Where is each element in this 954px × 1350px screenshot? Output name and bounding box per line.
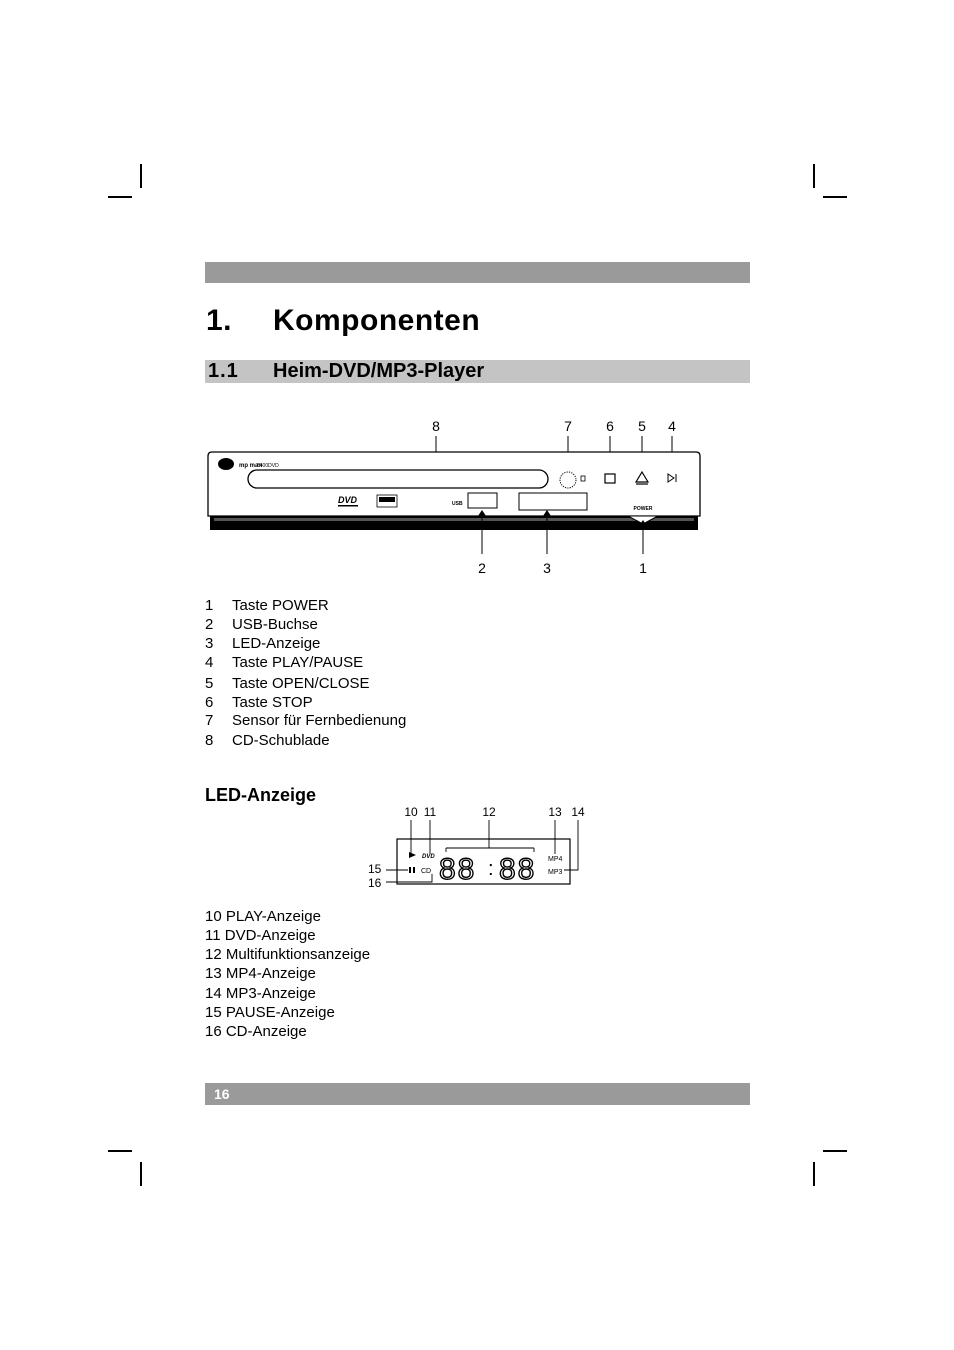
led-frame [397, 839, 570, 884]
crop-mark [140, 1162, 142, 1186]
brand-logo-icon [218, 458, 234, 470]
callout-1: 1 [639, 560, 647, 576]
list-item: 14 MP3-Anzeige [205, 985, 316, 1002]
callout-12: 12 [482, 805, 496, 819]
callout-7: 7 [564, 418, 572, 434]
callout-5: 5 [638, 418, 646, 434]
callout-11: 11 [423, 805, 437, 819]
digits-left: 88 [439, 853, 477, 886]
crop-mark [813, 164, 815, 188]
model-name: 5400DVD [257, 463, 279, 469]
header-bar [205, 262, 750, 283]
crop-mark [823, 1150, 847, 1152]
cd-indicator: CD [421, 868, 432, 875]
dvd-indicator: DVD [422, 854, 435, 860]
usb-port [468, 493, 497, 508]
list-item: 13 MP4-Anzeige [205, 965, 316, 982]
callout-16: 16 [368, 876, 382, 890]
led-display-diagram [362, 802, 592, 892]
list-item: 4 Taste PLAY/PAUSE [205, 654, 364, 671]
led-window [519, 493, 587, 510]
list-item: 5 Taste OPEN/CLOSE [205, 675, 370, 692]
crop-mark [823, 196, 847, 198]
list-item: 8 CD-Schublade [205, 732, 330, 749]
callout-6: 6 [606, 418, 614, 434]
svg-text:DVD: DVD [338, 495, 358, 505]
list-item: 10 PLAY-Anzeige [205, 908, 321, 925]
mp4-indicator: MP4 [548, 856, 563, 863]
crop-mark [108, 196, 132, 198]
callout-8: 8 [432, 418, 440, 434]
digits-right: 88 [499, 853, 537, 886]
callout-15: 15 [368, 862, 382, 876]
callout-4: 4 [668, 418, 676, 434]
brand-name: mp man [239, 463, 263, 469]
chapter-title: Komponenten [273, 304, 481, 337]
callout-2: 2 [478, 560, 486, 576]
power-label: POWER [633, 506, 653, 512]
footer-bar [205, 1083, 750, 1105]
crop-mark [140, 164, 142, 188]
list-item: 6 Taste STOP [205, 694, 313, 711]
list-item: 16 CD-Anzeige [205, 1023, 307, 1040]
list-item: 3 LED-Anzeige [205, 635, 321, 652]
list-item: 2 USB-Buchse [205, 616, 318, 633]
player-front-diagram [200, 412, 760, 582]
list-item: 7 Sensor für Fernbedienung [205, 712, 407, 729]
led-section-title: LED-Anzeige [205, 785, 317, 805]
callout-14: 14 [571, 805, 585, 819]
digits-colon: : [488, 858, 494, 880]
crop-mark [108, 1150, 132, 1152]
list-item: 11 DVD-Anzeige [205, 927, 316, 944]
crop-mark [813, 1162, 815, 1186]
usb-label: USB [452, 501, 463, 507]
list-item: 1 Taste POWER [205, 597, 329, 614]
callout-10: 10 [404, 805, 418, 819]
callout-13: 13 [548, 805, 562, 819]
list-item: 15 PAUSE-Anzeige [205, 1004, 335, 1021]
page-number: 16 [214, 1086, 230, 1102]
section-title: Heim-DVD/MP3-Player [273, 360, 485, 382]
ir-sensor-icon [560, 472, 576, 488]
dvd-logo-icon [338, 495, 358, 507]
chapter-number: 1. [206, 304, 233, 337]
callout-3: 3 [543, 560, 551, 576]
list-item: 12 Multifunktionsanzeige [205, 946, 371, 963]
disc-tray [248, 470, 548, 488]
mp3-indicator: MP3 [548, 869, 563, 876]
section-number: 1.1 [208, 360, 239, 382]
